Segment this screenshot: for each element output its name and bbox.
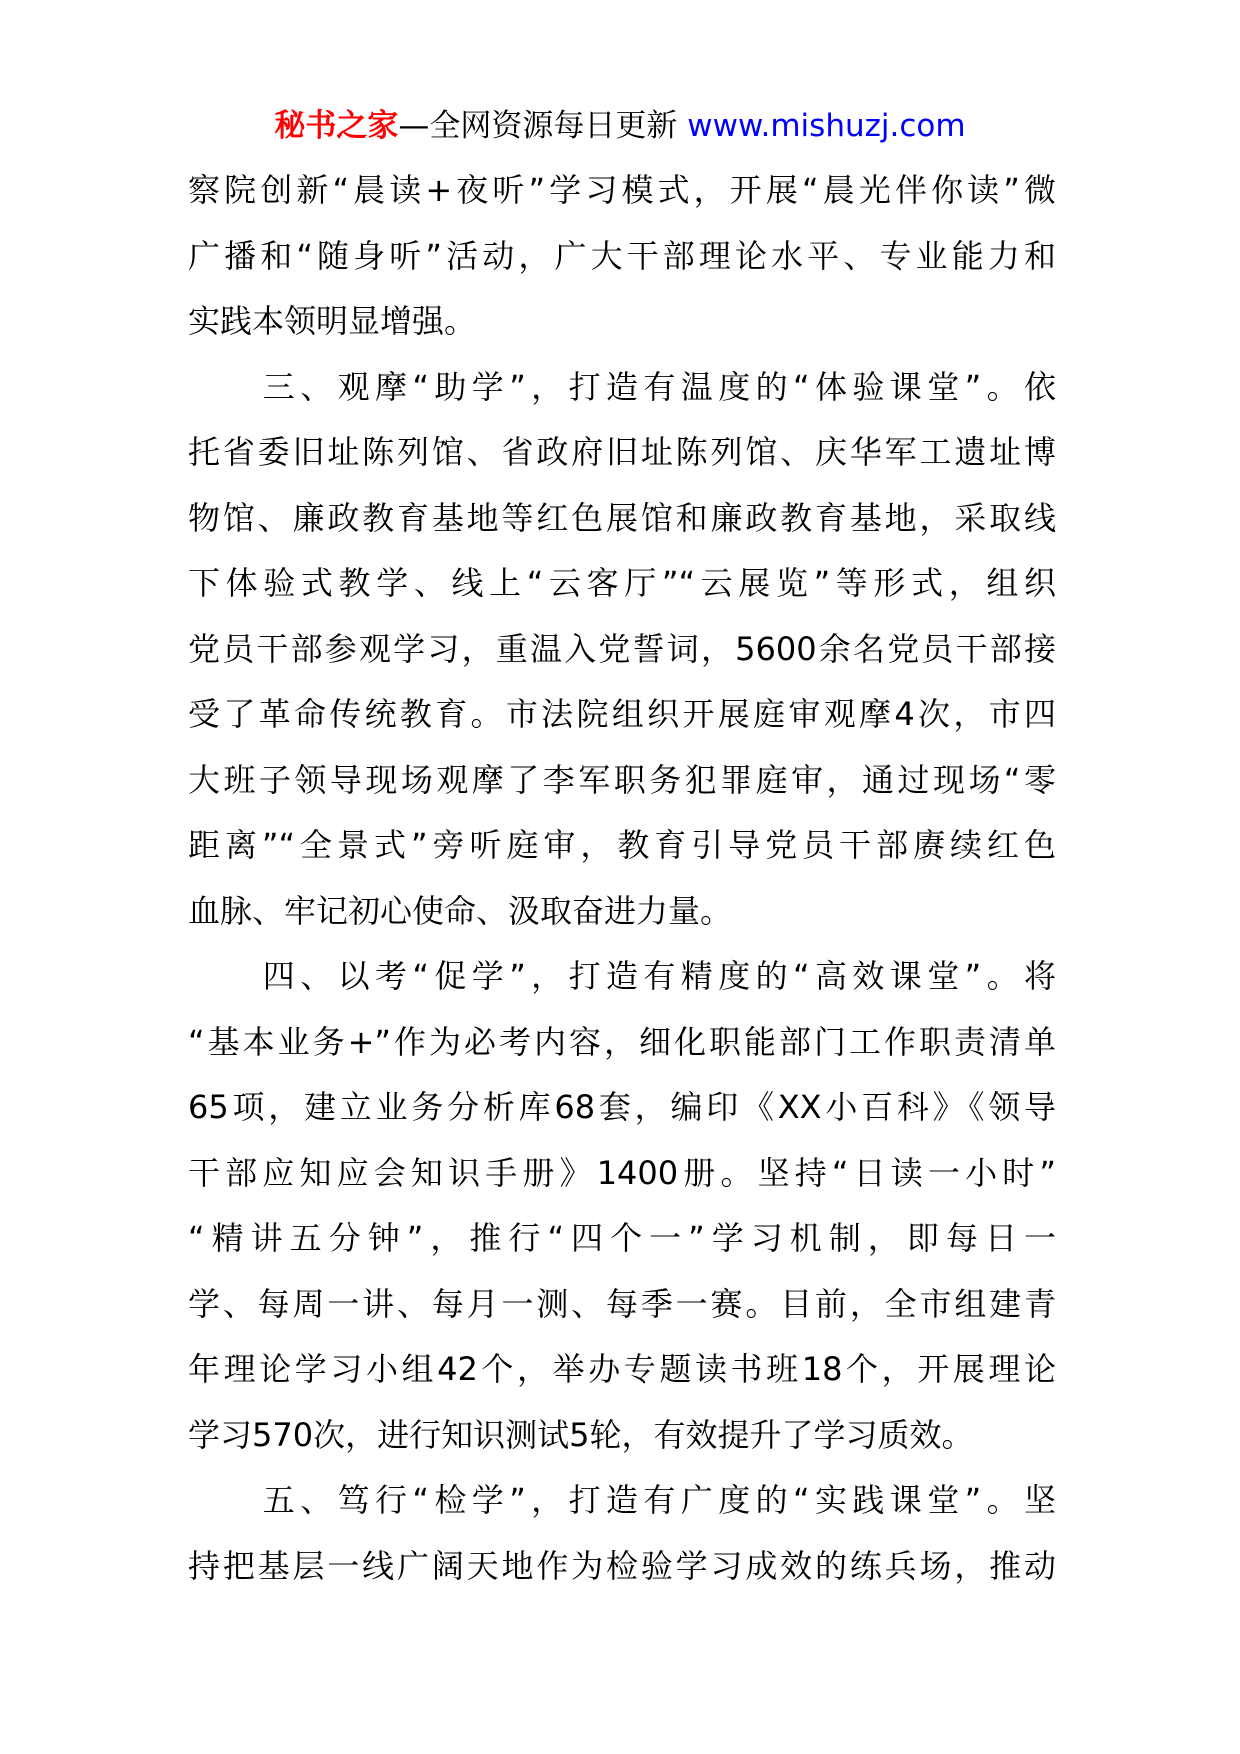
text-line: 大班子领导现场观摩了李军职务犯罪庭审，通过现场“零 [188,760,1056,799]
site-tagline: —全网资源每日更新 [398,108,688,144]
text-line: 距离”“全景式”旁听庭审，教育引导党员干部赓续红色 [188,826,1056,864]
text-line: 血脉、牢记初心使命、汲取奋进力量。 [188,891,733,930]
document-body [188,158,1056,1599]
text-line: 65项，建立业务分析库68套，编印《XX小百科》《领导 [188,1088,1056,1126]
text-line: 下体验式教学、线上“云客厅”“云展览”等形式，组织 [188,564,1056,602]
section-heading-line: 五、笃行“检学”，打造有广度的“实践课堂”。坚 [188,1481,1056,1519]
text-line: 党员干部参观学习，重温入党誓词，5600余名党员干部接 [188,629,1056,668]
text-line: 察院创新“晨读+夜听”学习模式，开展“晨光伴你读”微 [188,171,1056,209]
text-line: 广播和“随身听”活动，广大干部理论水平、专业能力和 [188,236,1056,275]
text-line: 持把基层一线广阔天地作为检验学习成效的练兵场，推动 [188,1546,1056,1585]
section-heading-line: 三、观摩“助学”，打造有温度的“体验课堂”。依 [188,367,1056,406]
text-line: “基本业务+”作为必考内容，细化职能部门工作职责清单 [188,1022,1056,1061]
text-line: 学、每周一讲、每月一测、每季一赛。目前，全市组建青 [188,1284,1056,1323]
text-line: 托省委旧址陈列馆、省政府旧址陈列馆、庆华军工遗址博 [188,433,1056,471]
text-line: “精讲五分钟”，推行“四个一”学习机制，即每日一 [188,1219,1056,1257]
text-line: 实践本领明显增强。 [188,302,477,340]
text-line: 年理论学习小组42个，举办专题读书班18个，开展理论 [188,1350,1056,1388]
site-name: 秘书之家 [274,108,399,144]
page-header [0,104,1240,148]
section-heading-line: 四、以考“促学”，打造有精度的“高效课堂”。将 [188,957,1056,995]
text-line: 受了革命传统教育。市法院组织开展庭审观摩4次，市四 [188,695,1056,733]
text-line: 干部应知应会知识手册》1400册。坚持“日读一小时” [188,1153,1056,1192]
text-line: 物馆、廉政教育基地等红色展馆和廉政教育基地，采取线 [188,498,1056,537]
text-line: 学习570次，进行知识测试5轮，有效提升了学习质效。 [188,1415,974,1454]
site-url[interactable]: www.mishuzj.com [687,108,966,144]
